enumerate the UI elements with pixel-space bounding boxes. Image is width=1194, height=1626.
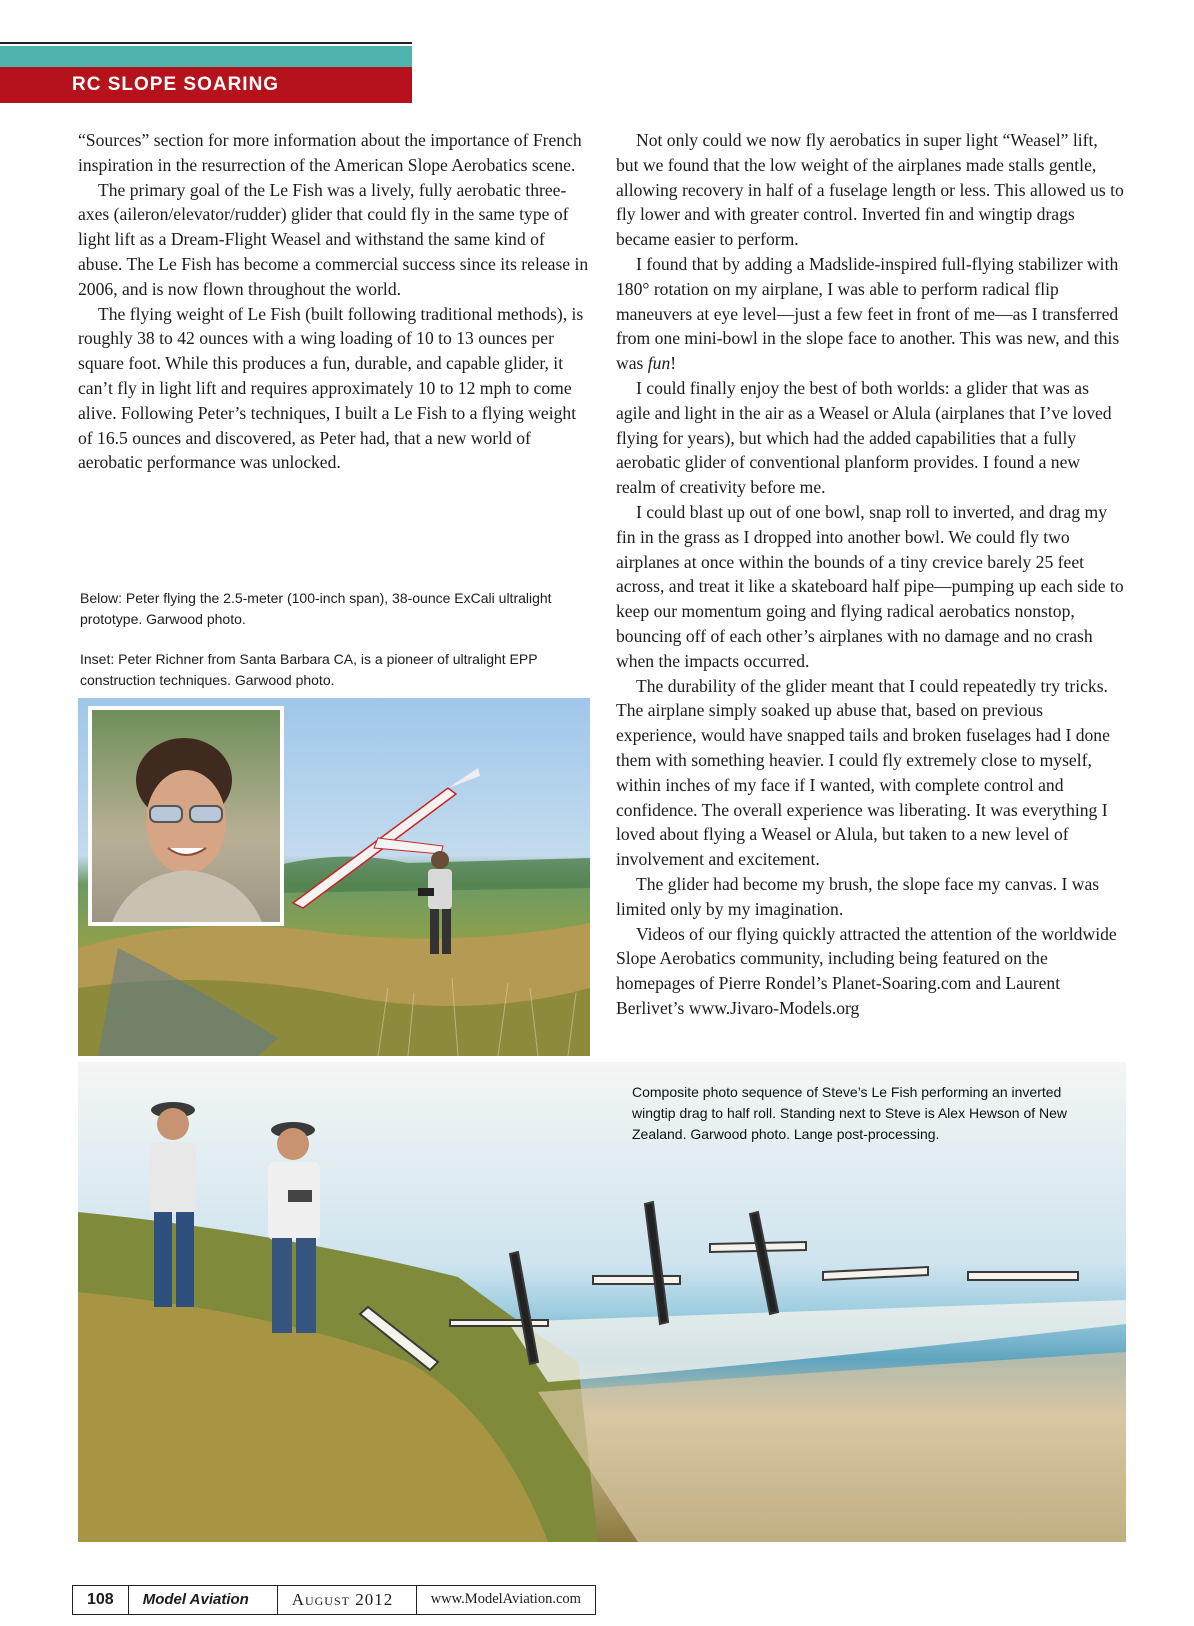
right-paragraph-2-end: ! <box>670 353 677 374</box>
header-top-rule <box>0 42 412 44</box>
right-paragraph-5: The durability of the glider meant that I could repeatedly try tricks. The airplane simply soaked up abuse that, based on previous experience, would have snapped tails and broken fuselages had I done them with something heavier. I could fly extremely close to myself, within inches of my face if I wanted, with complete control and confidence. The overall experience was liberating. It was everything I loved about flying a Weasel or Alula, but taken to a new level of involvement and excitement. <box>616 675 1110 870</box>
left-paragraph-1: “Sources” section for more information about the importance of French inspiration in the resurrection of the American Slope Aerobatics scene. <box>78 130 582 175</box>
left-paragraph-3: The flying weight of Le Fish (built following traditional methods), is roughly 38 to 42 ounces with a wing loading of 10 to 13 ounces per square foot. While this produces a fun, durable, and capable glider, it can’t fly in light lift and requires approximately 10 to 12 mph to come alive. Following Peter’s techniques, I built a Le Fish to a flying weight of 16.5 ounces and discovered, as Peter had, that a new world of aerobatic performance was unlocked. <box>78 303 584 473</box>
right-paragraph-1: Not only could we now fly aerobatics in super light “Weasel” lift, but we found that the low weight of the airplanes made stalls gentle, allowing recovery in half of a fuselage length or less. This allowed us to fly lower and with greater control. Inverted fin and wingtip drags became easier to perform. <box>616 130 1124 250</box>
inset-portrait-illustration <box>92 710 280 922</box>
right-paragraph-2 <box>616 252 1124 376</box>
page-footer <box>72 1585 596 1615</box>
footer-magazine-name: Model Aviation <box>129 1586 278 1614</box>
emphasis-fun: fun <box>647 353 671 374</box>
right-paragraph-7: Videos of our flying quickly attracted the attention of the worldwide Slope Aerobatics community, including being featured on the homepages of Pierre Rondel’s Planet-Soaring.com and Laurent Berlivet’s www.Jivaro-Models.org <box>616 923 1117 1018</box>
inset-portrait <box>88 706 284 926</box>
article-left-column <box>78 128 592 475</box>
header-teal-bar <box>0 46 412 67</box>
right-paragraph-3: I could finally enjoy the best of both worlds: a glider that was as agile and light in the air as a Weasel or Alula (airplanes that I’ve loved flying for years), but which had the added capabilities that a fully aerobatic glider of conventional planform provides. I found a new realm of creativity before me. <box>616 377 1112 498</box>
caption-composite: Composite photo sequence of Steve’s Le Fish performing an inverted wingtip drag to half roll. Standing next to Steve is Alex Hewson of New Zealand. Garwood photo. Lange post-processing. <box>632 1084 1068 1142</box>
article-right-column <box>616 128 1124 1021</box>
caption-below: Below: Peter flying the 2.5-meter (100-inch span), 38-ounce ExCali ultralight prototype. Garwood photo. <box>80 590 552 627</box>
right-paragraph-2-text: I found that by adding a Madslide-inspired full-flying stabilizer with 180° rotation on my airplane, I was able to perform radical flip maneuvers at eye level—just a few feet in front of me—as I transferred from one mini-bowl in the slope face to another. This was new, and this was <box>616 253 1120 374</box>
footer-website-link[interactable]: www.ModelAviation.com <box>430 1591 581 1607</box>
left-paragraph-2: The primary goal of the Le Fish was a lively, fully aerobatic three-axes (aileron/elevator/rudder) glider that could fly in the same type of light lift as a Dream-Flight Weasel and withstand the same kind of abuse. The Le Fish has become a commercial success since its release in 2006, and is now flown throughout the world. <box>78 179 589 299</box>
right-paragraph-6: The glider had become my brush, the slope face my canvas. I was limited only by my imagination. <box>616 873 1100 919</box>
footer-issue-date: August 2012 <box>278 1586 417 1614</box>
caption-inset: Inset: Peter Richner from Santa Barbara CA, is a pioneer of ultralight EPP construction techniques. Garwood photo. <box>80 651 538 688</box>
right-paragraph-4: I could blast up out of one bowl, snap roll to inverted, and drag my fin in the grass as I dropped into another bowl. We could fly two airplanes at once within the bounds of a tiny crevice barely 25 feet across, and treat it like a skateboard half pipe—pumping up each side to keep our momentum going and flying radical aerobatics nonstop, bouncing off of each other’s airplanes with no damage and no crash when the impacts occurred. <box>616 501 1124 671</box>
footer-page-number: 108 <box>73 1586 129 1614</box>
section-title: RC SLOPE SOARING <box>0 67 412 103</box>
